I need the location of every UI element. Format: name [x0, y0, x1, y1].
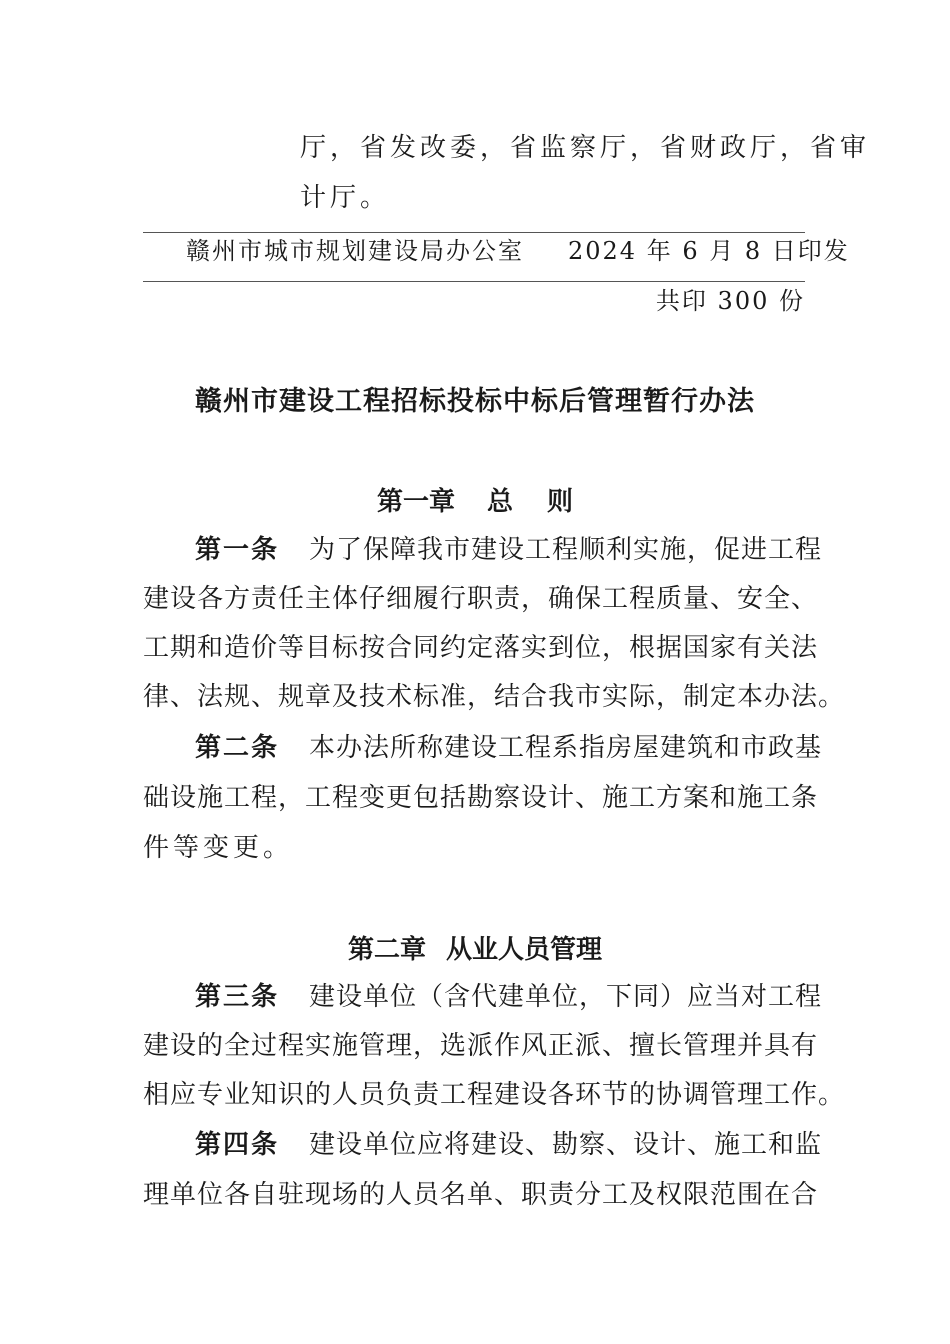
issuance-top-rule: [143, 232, 805, 233]
print-copies: 共印 300 份: [655, 287, 805, 315]
chapter-1-number: 第一章: [376, 487, 455, 517]
article-4-line-1: [195, 1130, 823, 1160]
issuance-bottom-rule: [143, 281, 805, 282]
article-4-label: 第四条: [195, 1130, 280, 1160]
chapter-1-title-b: 则: [547, 487, 574, 517]
article-1-line-4: 律、法规、规章及技术标准，结合我市实际，制定本办法。: [143, 682, 846, 712]
article-4-line-2: 理单位各自驻现场的人员名单、职责分工及权限范围在合: [143, 1180, 819, 1210]
article-1-line-1: [195, 535, 823, 565]
article-3-text-1: 建设单位（含代建单位，下同）应当对工程: [309, 982, 823, 1012]
article-3-label: 第三条: [195, 982, 280, 1012]
article-1-line-3: 工期和造价等目标按合同约定落实到位，根据国家有关法: [143, 633, 819, 663]
article-2-line-1: [195, 733, 823, 763]
cc-list-line-2: 计厅。: [300, 183, 391, 213]
cc-list-line-1: 厅，省发改委，省监察厅，省财政厅，省审: [300, 133, 871, 163]
chapter-1-title-a: 总: [486, 487, 513, 517]
article-1-line-2: 建设各方责任主体仔细履行职责，确保工程质量、安全、: [143, 584, 819, 614]
chapter-1-heading: [0, 487, 950, 517]
article-2-line-3: 件等变更。: [143, 833, 294, 863]
chapter-2-title: 从业人员管理: [446, 935, 603, 965]
chapter-2-heading: [0, 935, 950, 965]
article-2-label: 第二条: [195, 733, 280, 763]
issuing-office: 赣州市城市规划建设局办公室: [186, 237, 524, 265]
article-3-line-2: 建设的全过程实施管理，选派作风正派、擅长管理并具有: [143, 1031, 819, 1061]
issue-date: 2024 年 6 月 8 日印发: [568, 237, 850, 265]
article-3-line-1: [195, 982, 823, 1012]
article-2-line-2: 础设施工程，工程变更包括勘察设计、施工方案和施工条: [143, 783, 819, 813]
article-2-text-1: 本办法所称建设工程系指房屋建筑和市政基: [309, 733, 823, 763]
article-1-label: 第一条: [195, 535, 280, 565]
chapter-2-number: 第二章: [347, 935, 426, 965]
article-4-text-1: 建设单位应将建设、勘察、设计、施工和监: [309, 1130, 823, 1160]
article-1-text-1: 为了保障我市建设工程顺利实施，促进工程: [309, 535, 823, 565]
article-3-line-3: 相应专业知识的人员负责工程建设各环节的协调管理工作。: [143, 1080, 846, 1110]
document-title: 赣州市建设工程招标投标中标后管理暂行办法: [195, 386, 755, 417]
